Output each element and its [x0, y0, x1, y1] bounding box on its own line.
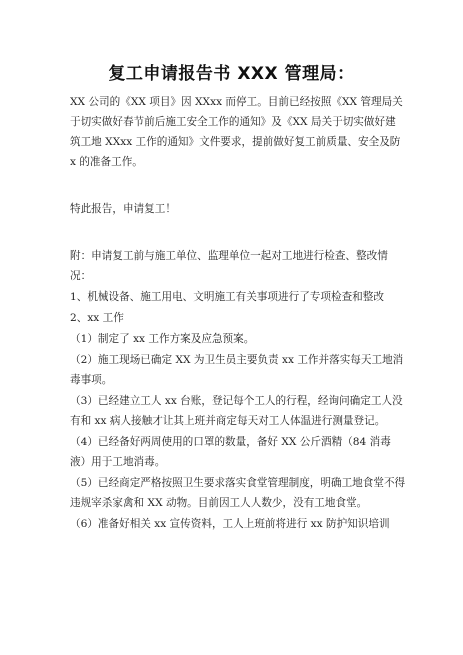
- list-item: 1、机械设备、施工用电、文明施工有关事项进行了专项检查和整改: [70, 291, 384, 303]
- list-item: （2）施工现场已确定 XX 为卫生员主要负责 xx 工作并落实每天工地消毒事项。: [70, 354, 404, 386]
- list-item: （3）已经建立工人 xx 台账，登记每个工人的行程，经询问确定工人没有和 xx 病人接触才让其上班并商定每天对工人体温进行测量登记。: [70, 395, 403, 427]
- attachment-note: 附：申请复工前与施工单位、监理单位一起对工地进行检查、整改情况：: [70, 250, 388, 282]
- list-item: （1）制定了 xx 工作方案及应急预案。: [70, 333, 255, 345]
- list-item: （4）已经备好两周使用的口罩的数量，备好 XX 公斤酒精（84 消毒液）用于工地消毒。: [70, 436, 391, 468]
- list-item: （6）准备好相关 xx 宣传资料，工人上班前将进行 xx 防护知识培训: [70, 518, 390, 530]
- intro-paragraph: XX 公司的《XX 项目》因 XXxx 而停工。目前已经按照《XX 管理局关于切实做好春节前后施工安全工作的通知》及《XX 局关于切实做好建筑工地 XXxx 工作的通知》文件要求，提前做好复工前质量、安全及防 x 的准备工作。: [70, 96, 403, 168]
- list-item: （5）已经商定严格按照卫生要求落实食堂管理制度，明确工地食堂不得违规宰杀家禽和 XX 动物。目前因工人人数少，没有工地食堂。: [70, 477, 406, 509]
- document-body: [70, 92, 406, 534]
- document-title: 复工申请报告书 XXX 管理局：: [108, 64, 355, 84]
- request-paragraph: 特此报告，申请复工！: [70, 203, 176, 215]
- list-item: 2、xx 工作: [70, 312, 124, 324]
